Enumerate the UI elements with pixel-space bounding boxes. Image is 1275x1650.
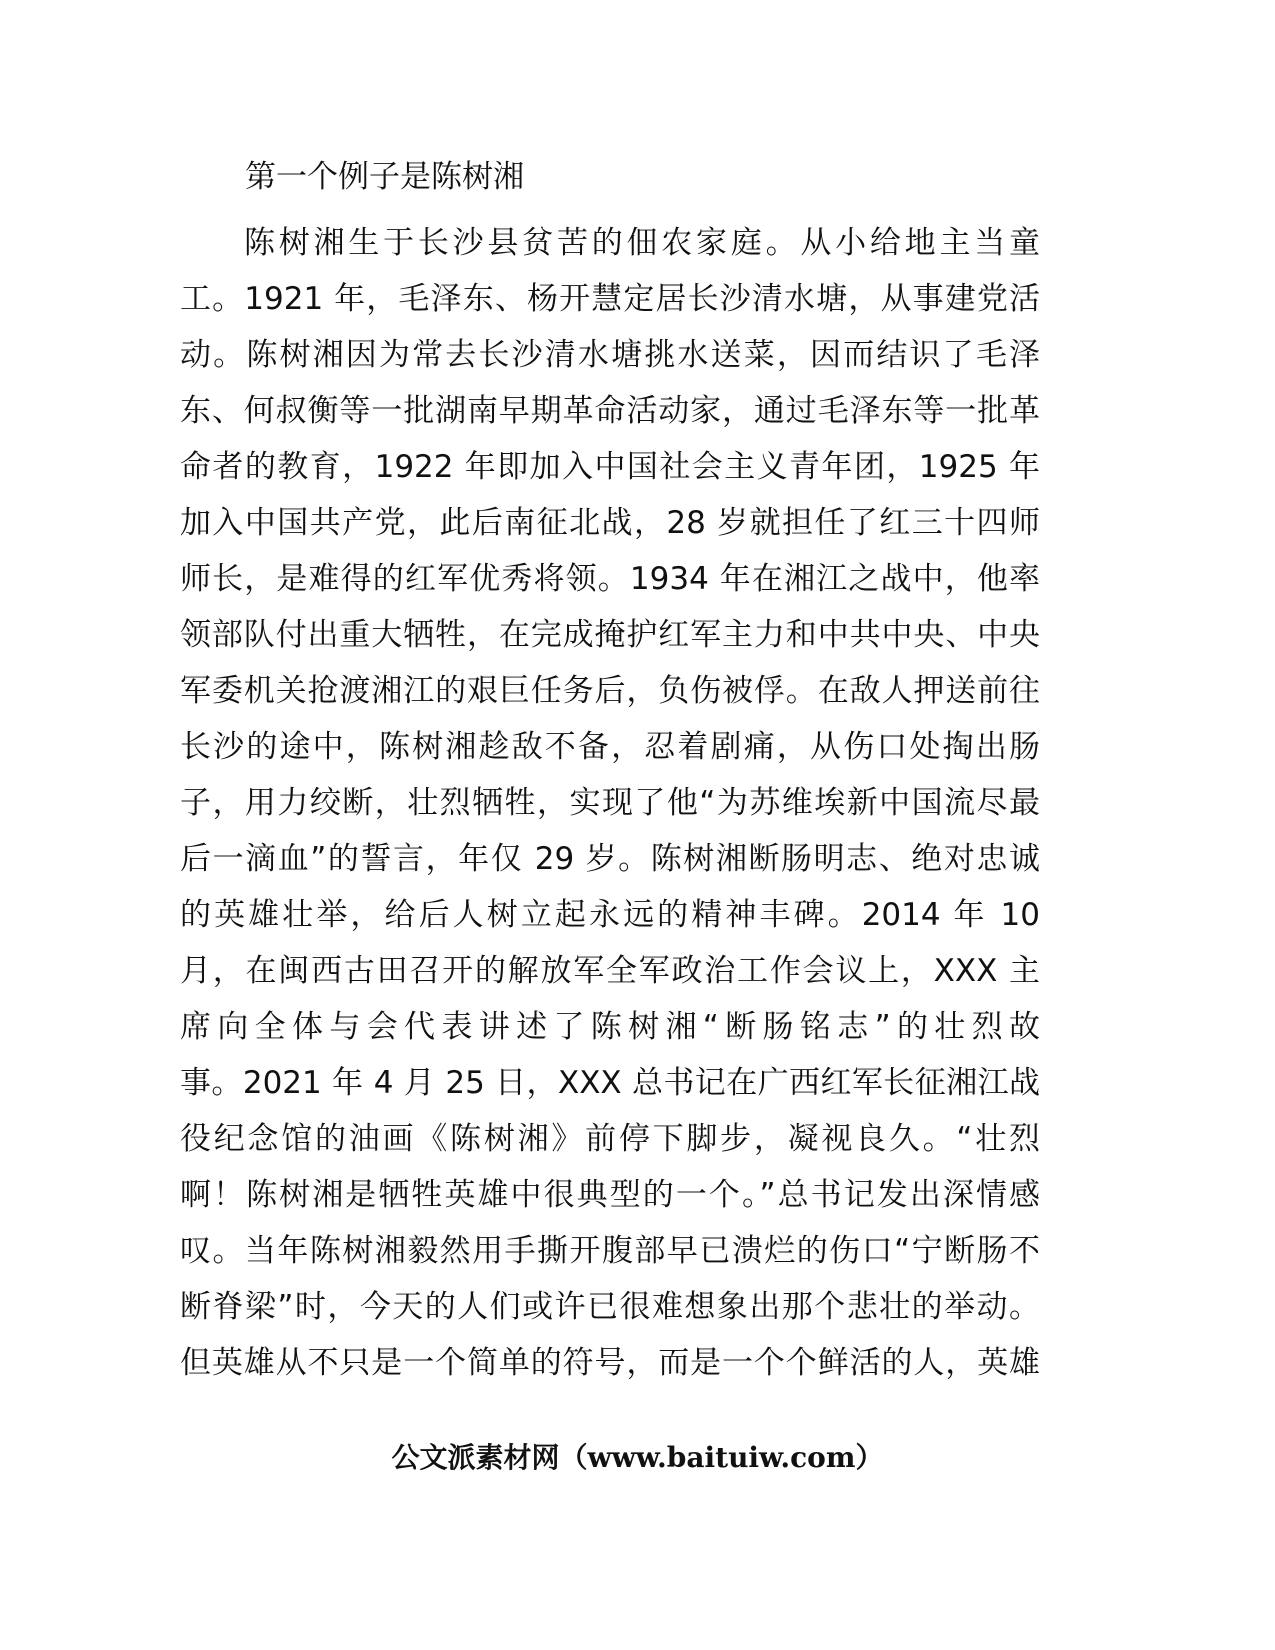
paragraph-line: 子，用力绞断，壮烈牺牲，实现了他“为苏维埃新中国流尽最 (180, 785, 1040, 821)
paragraph-line: 事。2021 年 4 月 25 日，XXX 总书记在广西红军长征湘江战 (180, 1065, 1040, 1101)
paragraph-line: 长沙的途中，陈树湘趁敌不备，忍着剧痛，从伤口处掏出肠 (180, 729, 1040, 765)
paragraph-line: 但英雄从不只是一个简单的符号，而是一个个鲜活的人，英雄 (180, 1345, 1040, 1381)
paragraph-line: 东、何叔衡等一批湖南早期革命活动家，通过毛泽东等一批革 (180, 393, 1040, 429)
paragraph-line: 役纪念馆的油画《陈树湘》前停下脚步，凝视良久。“壮烈 (180, 1121, 1040, 1157)
paragraph-line: 啊！陈树湘是牺牲英雄中很典型的一个。”总书记发出深情感 (180, 1177, 1040, 1213)
paragraph-line: 席向全体与会代表讲述了陈树湘“断肠铭志”的壮烈故 (180, 1009, 1040, 1045)
paragraph-line: 领部队付出重大牺牲，在完成掩护红军主力和中共中央、中央 (180, 617, 1040, 653)
paragraph-line: 军委机关抢渡湘江的艰巨任务后，负伤被俘。在敌人押送前往 (180, 673, 1040, 709)
paragraph-line: 陈树湘生于长沙县贫苦的佃农家庭。从小给地主当童 (244, 225, 1040, 261)
paragraph-line: 命者的教育，1922 年即加入中国社会主义青年团，1925 年 (180, 449, 1040, 485)
section-heading: 第一个例子是陈树湘 (245, 159, 524, 195)
paragraph-line: 工。1921 年，毛泽东、杨开慧定居长沙清水塘，从事建党活 (180, 281, 1040, 317)
paragraph-line: 后一滴血”的誓言，年仅 29 岁。陈树湘断肠明志、绝对忠诚 (180, 841, 1040, 877)
paragraph-line: 的英雄壮举，给后人树立起永远的精神丰碑。2014 年 10 (180, 897, 1040, 933)
paragraph-line: 月，在闽西古田召开的解放军全军政治工作会议上，XXX 主 (180, 953, 1040, 989)
paragraph-line: 断脊梁”时，今天的人们或许已很难想象出那个悲壮的举动。 (180, 1289, 1040, 1325)
paragraph-line: 师长，是难得的红军优秀将领。1934 年在湘江之战中，他率 (180, 561, 1040, 597)
paragraph-line: 加入中国共产党，此后南征北战，28 岁就担任了红三十四师 (180, 505, 1040, 541)
body-paragraph (180, 215, 1040, 1391)
paragraph-line: 叹。当年陈树湘毅然用手撕开腹部早已溃烂的伤口“宁断肠不 (180, 1233, 1040, 1269)
footer-watermark-text: 公文派素材网（www.baituiw.com） (391, 1441, 884, 1474)
paragraph-line: 动。陈树湘因为常去长沙清水塘挑水送菜，因而结识了毛泽 (180, 337, 1040, 373)
